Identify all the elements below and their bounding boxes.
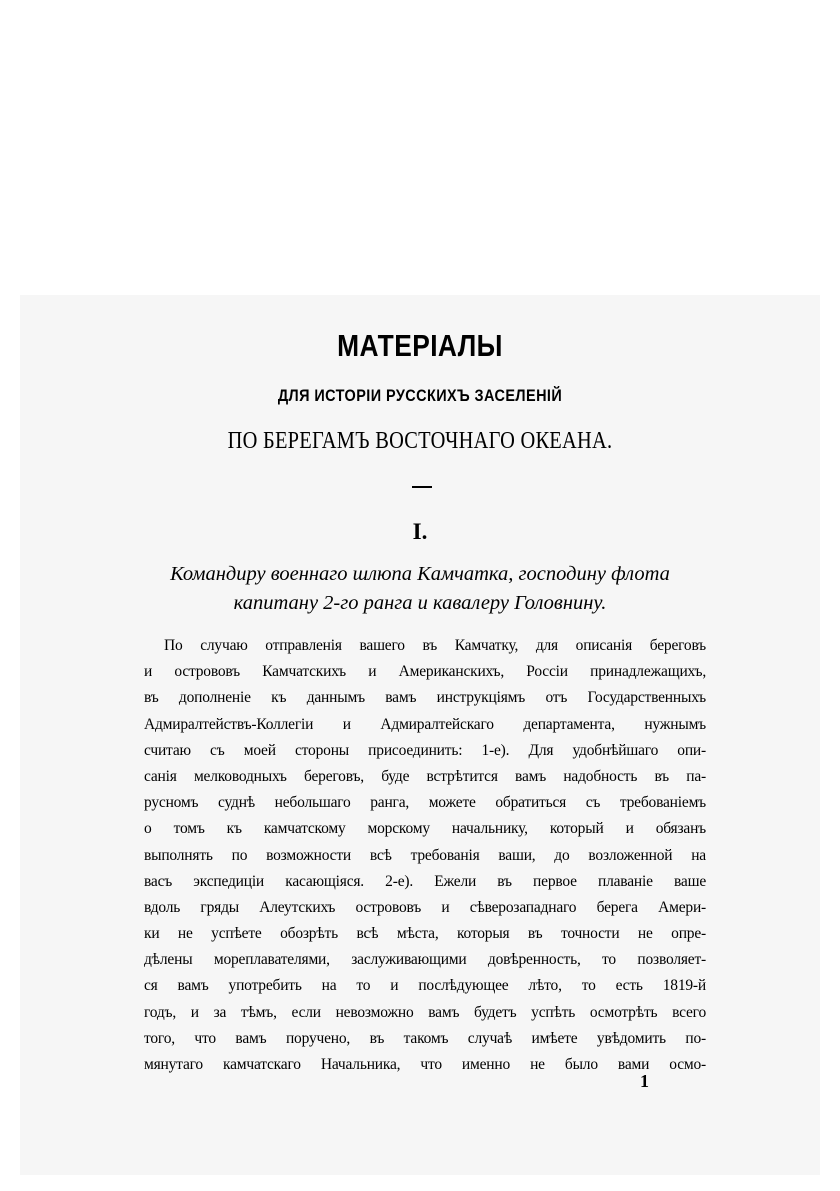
body-line: По случаю отправленія вашего въ Камчатку, для описанія береговъ xyxy=(164,637,706,654)
body-line: и острововъ Камчатскихъ и Американскихъ, Россіи принадлежащихъ, xyxy=(144,663,706,681)
body-line: Адмиралтействъ-Коллегіи и Адмиралтейскаго департамента, нужнымъ xyxy=(144,715,706,733)
body-line: выполнять по возможности всѣ требованія ваши, до возложенной на xyxy=(144,846,706,864)
body-line: васъ экспедиціи касающіяся. 2-е). Ежели въ первое плаваніе ваше xyxy=(144,872,706,890)
body-line: мянутаго камчатскаго Начальника, что именно не было вами осмо- xyxy=(144,1056,706,1073)
letter-address xyxy=(140,560,700,618)
title-separator xyxy=(412,486,432,488)
page-subtitle: ДЛЯ ИСТОРІИ РУССКИХЪ ЗАСЕЛЕНІЙ xyxy=(277,386,563,405)
body-line: въ дополненіе къ даннымъ вамъ инструкціямъ отъ Государственныхъ xyxy=(144,689,706,707)
body-line: вдоль гряды Алеутскихъ острововъ и сѣверозападнаго берега Амери- xyxy=(144,898,706,916)
letter-body xyxy=(144,633,706,1078)
body-line: годъ, и за тѣмъ, если невозможно вамъ будетъ успѣть осмотрѣть всего xyxy=(144,1003,706,1021)
address-line-1: Командиру военнаго шлюпа Камчатка, господину флота xyxy=(170,563,670,585)
page-number: 1 xyxy=(640,1071,649,1091)
page-subtitle-second: ПО БЕРЕГАМЪ ВОСТОЧНАГО ОКЕАНА. xyxy=(227,428,613,454)
body-line: русномъ суднѣ небольшаго ранга, можете обратиться съ требованіемъ xyxy=(144,794,706,812)
address-line-2: капитану 2-го ранга и кавалеру Головнину. xyxy=(233,592,607,614)
body-line: санія мелководныхъ береговъ, буде встрѣтится вамъ надобность въ па- xyxy=(144,767,706,785)
body-line: о томъ къ камчатскому морскому начальнику, который и обязанъ xyxy=(144,820,706,838)
page-title: МАТЕРІАЛЫ xyxy=(337,328,503,363)
section-numeral: I. xyxy=(412,519,428,544)
body-line: ки не успѣете обозрѣть всѣ мѣста, которыя въ точности не опре- xyxy=(144,925,706,943)
body-line: дѣлены мореплавателями, заслуживающими довѣренность, то позволяет- xyxy=(144,951,706,969)
body-line: того, что вамъ поручено, въ такомъ случаѣ имѣете увѣдомить по- xyxy=(144,1029,706,1047)
body-line: считаю съ моей стороны присоединить: 1-е). Для удобнѣйшаго опи- xyxy=(144,741,706,759)
body-line: ся вамъ употребить на то и послѣдующее лѣто, то есть 1819-й xyxy=(144,977,706,995)
